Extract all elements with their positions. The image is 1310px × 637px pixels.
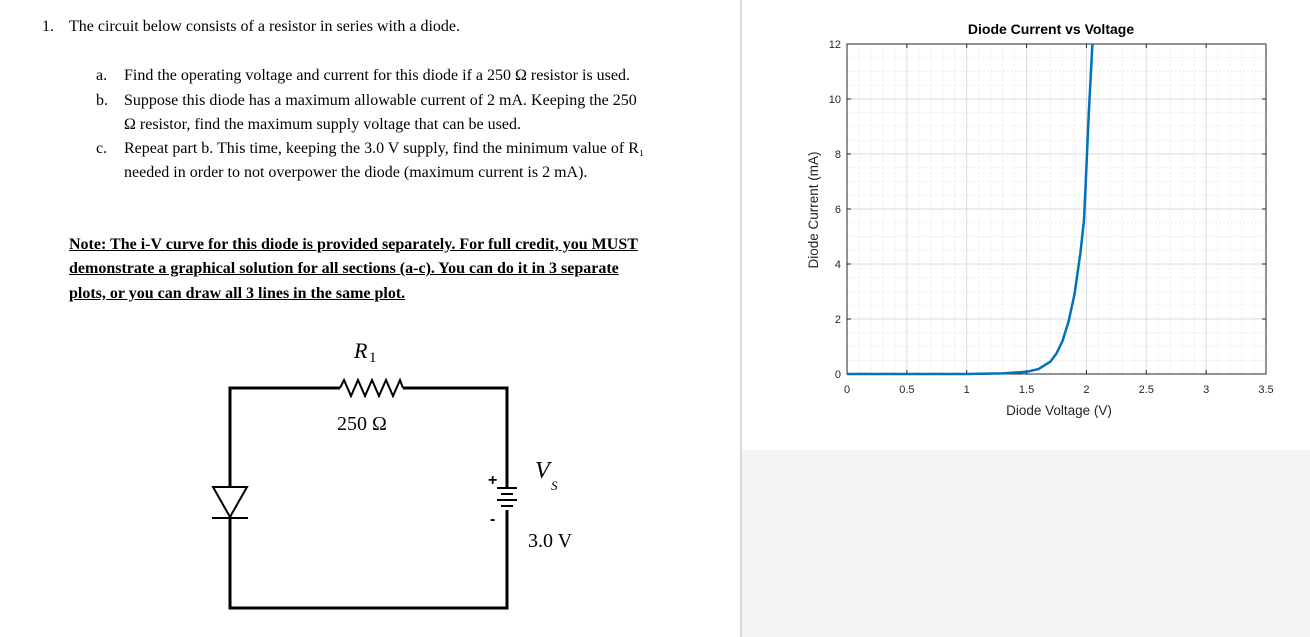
x-tick-label: 3 (1203, 384, 1210, 396)
y-tick-label: 8 (834, 149, 841, 161)
x-tick-label: 0.5 (899, 384, 915, 396)
y-tick-label: 2 (834, 314, 841, 326)
part-a-line-1: Find the operating voltage and current for this diode if a 250 Ω resistor is used. (124, 67, 630, 84)
battery-minus: - (490, 511, 496, 528)
source-subscript: S (551, 478, 558, 493)
x-tick-label: 1.5 (1018, 384, 1035, 396)
note-line-3: plots, or you can draw all 3 lines in the same plot. (69, 285, 406, 302)
source-value: 3.0 V (528, 530, 573, 552)
iv-chart (742, 0, 1310, 450)
x-tick-label: 3.5 (1258, 384, 1274, 396)
battery-plus: + (488, 472, 498, 489)
note-line-2: demonstrate a graphical solution for all sections (a-c). You can do it in 3 separate (69, 260, 619, 277)
x-tick-label: 1 (963, 384, 970, 396)
part-c-line-1: Repeat part b. This time, keeping the 3.0 V supply, find the minimum value of R₁ (124, 140, 645, 157)
chart-title: Diode Current vs Voltage (967, 21, 1135, 37)
x-tick-label: 2.5 (1138, 384, 1154, 396)
diode-symbol (212, 470, 248, 518)
x-tick-labels (844, 384, 1274, 396)
left-wire (230, 388, 340, 520)
resistor-subscript: 1 (369, 350, 377, 366)
part-b-line-1: Suppose this diode has a maximum allowable current of 2 mA. Keeping the 250 (124, 92, 637, 109)
x-axis-label: Diode Voltage (V) (1006, 403, 1112, 418)
y-tick-label: 6 (834, 204, 841, 216)
y-tick-label: 10 (828, 94, 841, 106)
battery-symbol (497, 488, 517, 506)
major-grid (847, 44, 1266, 374)
y-tick-labels (829, 39, 841, 381)
y-tick-label: 0 (834, 369, 841, 381)
resistor-name: R (354, 338, 368, 363)
part-a-label: a. (96, 67, 108, 84)
part-c-line-2: needed in order to not overpower the diode (maximum current is 2 mA). (124, 164, 588, 181)
part-b-line-2: Ω resistor, find the maximum supply voltage that can be used. (124, 116, 521, 133)
y-axis-label: Diode Current (mA) (806, 151, 821, 269)
part-c-label: c. (96, 140, 108, 157)
x-tick-label: 0 (843, 384, 851, 396)
resistor-symbol (340, 380, 403, 396)
y-tick-label: 4 (834, 259, 841, 271)
source-name: V (535, 458, 550, 484)
x-tick-label: 2 (1083, 384, 1090, 396)
note-line-1: Note: The i-V curve for this diode is provided separately. For full credit, you MUST (69, 236, 638, 253)
chart-pane-background (742, 450, 1310, 637)
y-tick-label: 12 (828, 39, 841, 51)
part-b-label: b. (96, 92, 108, 109)
resistor-value: 250 Ω (337, 413, 387, 435)
problem-intro: The circuit below consists of a resistor in series with a diode. (69, 18, 461, 35)
bottom-wire (230, 510, 507, 608)
problem-number: 1. (42, 18, 54, 35)
